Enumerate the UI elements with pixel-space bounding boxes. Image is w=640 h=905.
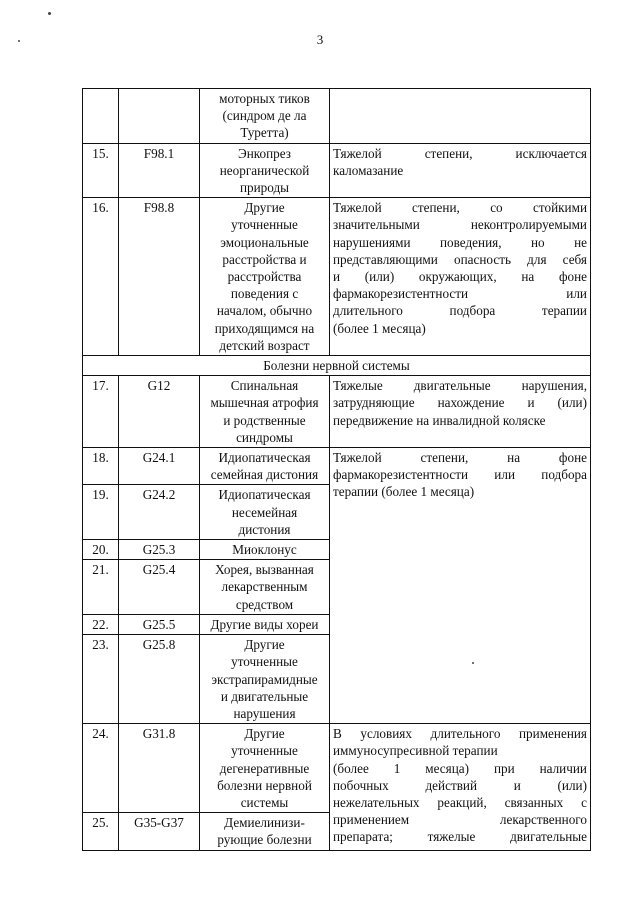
icd-code-cell: G25.4	[119, 560, 200, 615]
condition-line: (более 1 месяца)	[333, 320, 426, 336]
condition-line: побочных действий и (или)	[333, 777, 587, 793]
disease-name-line: системы	[240, 794, 289, 810]
disease-name-line: Другие	[244, 726, 285, 742]
disease-name-line: Идиопатическая	[218, 450, 311, 466]
disease-name-line: уточненные	[231, 217, 298, 233]
condition-cell	[330, 448, 591, 724]
disease-name-line: детский возраст	[219, 337, 310, 353]
disease-name-line: дистония	[238, 521, 291, 537]
disease-name-line: моторных тиков	[219, 91, 310, 106]
disease-name-line: эмоциональные	[220, 234, 309, 250]
row-number-cell	[83, 89, 119, 144]
section-header-row	[83, 356, 591, 376]
disease-name-line: расстройства	[227, 269, 302, 285]
table-row	[83, 448, 591, 485]
disease-name-cell	[200, 560, 330, 615]
table-row	[83, 376, 591, 448]
row-number-cell: 15.	[83, 143, 119, 198]
disease-name-cell	[200, 448, 330, 485]
disease-name-line: Хорея, вызванная	[215, 562, 314, 578]
disease-name-line: нарушения	[233, 705, 296, 721]
condition-line: препарата; тяжелые двигательные	[333, 829, 587, 845]
disease-name-line: рующие болезни	[217, 832, 312, 848]
disease-name-line: Идиопатическая	[218, 487, 311, 503]
row-number-cell: 25.	[83, 813, 119, 850]
disease-name-line: (синдром де ла	[222, 108, 307, 124]
condition-line: длительного подбора терапии	[333, 303, 587, 319]
condition-line: каломазание	[333, 162, 404, 178]
disease-name-cell	[200, 143, 330, 198]
table-row	[83, 143, 591, 198]
table-row	[83, 724, 591, 813]
icd-code-cell: G12	[119, 376, 200, 448]
diseases-table	[82, 88, 591, 851]
condition-line: затрудняющие нахождение и (или)	[333, 395, 587, 411]
disease-name-line: Миоклонус	[232, 542, 297, 558]
icd-code-cell: F98.1	[119, 143, 200, 198]
disease-name-line: болезни нервной	[217, 777, 312, 793]
icd-code-cell: G31.8	[119, 724, 200, 813]
icd-code-cell: G35-G37	[119, 813, 200, 850]
condition-cell	[330, 724, 591, 850]
row-number-cell: 17.	[83, 376, 119, 448]
disease-name-line: Спинальная	[230, 378, 299, 394]
condition-line: фармакорезистентности или подбора	[333, 467, 587, 483]
disease-name-cell	[200, 724, 330, 813]
condition-line: (более 1 месяца) при наличии	[333, 760, 587, 776]
condition-line: В условиях длительного применения	[333, 726, 587, 742]
icd-code-cell: G24.2	[119, 485, 200, 540]
disease-name-cell	[200, 485, 330, 540]
disease-name-line: началом, обычно	[216, 303, 313, 319]
condition-line: применением лекарственного	[333, 812, 587, 828]
section-title: Болезни нервной системы	[83, 356, 591, 376]
icd-code-cell	[119, 89, 200, 144]
condition-line: и (или) окружающих, на фоне	[333, 269, 587, 285]
disease-name-line: синдромы	[236, 429, 293, 445]
disease-name-line: расстройства и	[222, 251, 307, 267]
disease-name-line: и родственные	[223, 412, 306, 428]
scan-speck	[48, 12, 51, 15]
condition-line: нарушениями поведения, но не	[333, 234, 587, 250]
icd-code-cell: G25.3	[119, 540, 200, 560]
row-number-cell: 22.	[83, 614, 119, 634]
icd-code-cell: G25.8	[119, 635, 200, 724]
table-row	[83, 89, 591, 144]
row-number-cell: 18.	[83, 448, 119, 485]
page-number: 3	[316, 32, 324, 47]
disease-name-line: Другие виды хореи	[210, 616, 319, 632]
condition-line: значительными неконтролируемыми	[333, 217, 587, 233]
disease-name-line: Туретта)	[240, 125, 289, 141]
row-number-cell: 20.	[83, 540, 119, 560]
disease-name-cell	[200, 813, 330, 850]
disease-name-line: неорганической	[219, 162, 310, 178]
scan-speck	[18, 40, 20, 42]
disease-name-cell	[200, 614, 330, 634]
condition-line: Тяжелые двигательные нарушения,	[333, 378, 587, 394]
condition-cell	[330, 89, 591, 144]
condition-cell	[330, 198, 591, 356]
disease-name-line: лекарственным	[221, 579, 308, 595]
disease-name-cell	[200, 198, 330, 356]
disease-name-line: уточненные	[231, 654, 298, 670]
row-number-cell: 23.	[83, 635, 119, 724]
disease-name-cell	[200, 89, 330, 144]
condition-line: Тяжелой степени, со стойкими	[333, 200, 587, 216]
condition-cell	[330, 143, 591, 198]
icd-code-cell: G24.1	[119, 448, 200, 485]
condition-line: передвижение на инвалидной коляске	[333, 412, 546, 428]
condition-line: нежелательных реакций, связанных с	[333, 794, 587, 810]
disease-name-line: и двигательные	[220, 688, 309, 704]
disease-name-cell	[200, 540, 330, 560]
icd-code-cell: F98.8	[119, 198, 200, 356]
disease-name-line: уточненные	[231, 743, 298, 759]
disease-name-line: Другие	[244, 200, 285, 216]
disease-name-cell	[200, 376, 330, 448]
disease-name-line: несемейная	[231, 504, 298, 520]
condition-line: терапии (более 1 месяца)	[333, 484, 475, 500]
condition-line: Тяжелой степени, исключается	[333, 145, 587, 161]
disease-name-line: Другие	[244, 637, 285, 653]
condition-line: Тяжелой степени, на фоне	[333, 450, 587, 466]
disease-name-line: семейная дистония	[210, 467, 319, 483]
row-number-cell: 21.	[83, 560, 119, 615]
disease-name-line: поведения с	[230, 286, 299, 302]
row-number-cell: 24.	[83, 724, 119, 813]
disease-name-line: Энкопрез	[238, 145, 291, 161]
condition-line: представляющими опасность для себя	[333, 251, 587, 267]
disease-name-line: природы	[239, 180, 290, 196]
disease-name-line: дегенеративные	[219, 760, 310, 776]
condition-line: иммуносупресивной терапии	[333, 743, 498, 759]
table-row	[83, 198, 591, 356]
disease-name-line: Демиелинизи-	[224, 815, 305, 831]
row-number-cell: 16.	[83, 198, 119, 356]
condition-line: фармакорезистентности или	[333, 286, 587, 302]
disease-name-line: экстрапирамидные	[211, 671, 318, 687]
row-number-cell: 19.	[83, 485, 119, 540]
disease-name-line: мышечная атрофия	[210, 395, 319, 411]
disease-name-cell	[200, 635, 330, 724]
disease-name-line: средством	[235, 596, 294, 612]
icd-code-cell: G25.5	[119, 614, 200, 634]
disease-name-line: приходящимся на	[214, 320, 315, 336]
condition-cell	[330, 376, 591, 448]
